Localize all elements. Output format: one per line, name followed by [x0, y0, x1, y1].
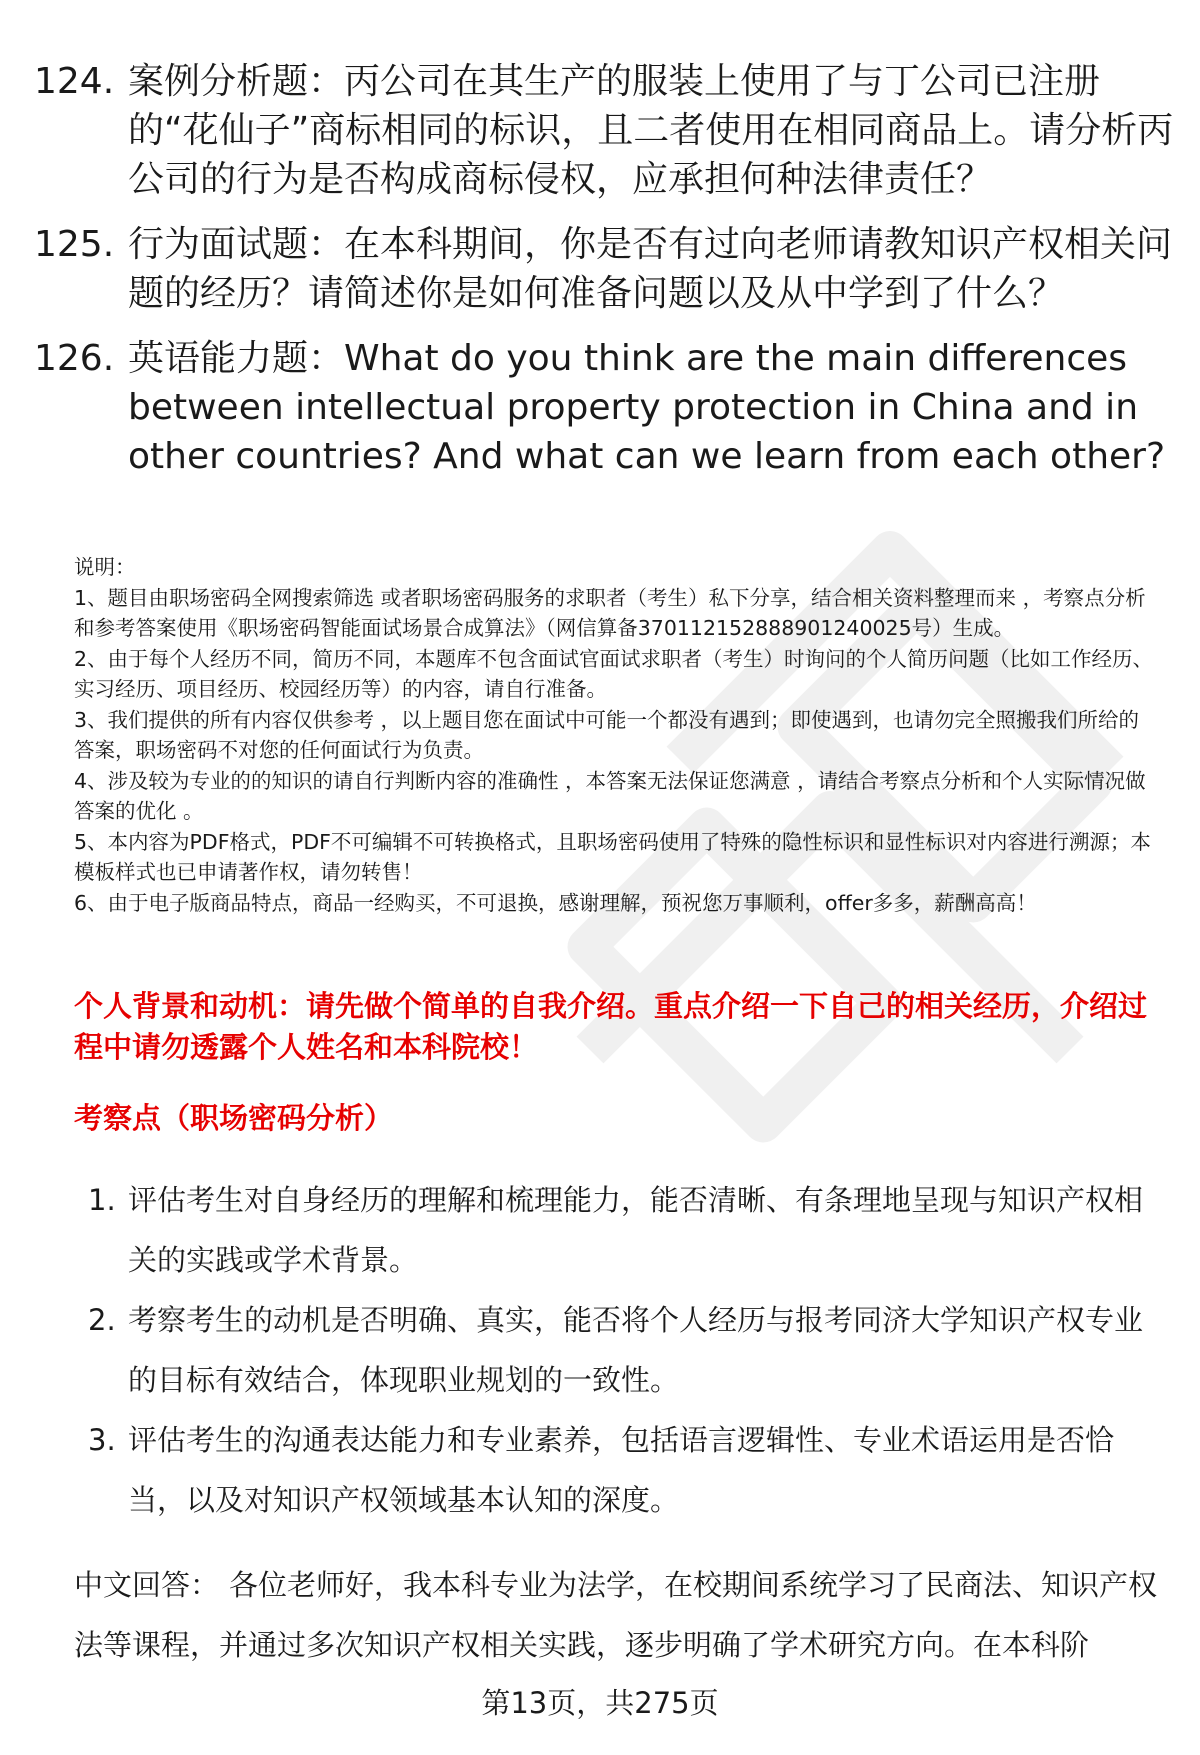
answer-text: 各位老师好，我本科专业为法学，在校期间系统学习了民商法、知识产权法等课程，并通过多次知识产权相关实践，逐步明确了学术研究方向。在本科阶: [74, 1568, 1158, 1662]
background-question-heading: 个人背景和动机：请先做个简单的自我介绍。重点介绍一下自己的相关经历，介绍过程中请勿透露个人姓名和本科院校！: [74, 989, 1148, 1064]
notes-section: [74, 552, 1159, 918]
note-item: 6、由于电子版商品特点，商品一经购买，不可退换，感谢理解，预祝您万事顺利，offer多多，薪酬高高！: [74, 890, 1037, 915]
page-number: 第13页，共275页: [481, 1686, 719, 1720]
question-number: 126.: [34, 338, 115, 379]
list-item-text: 考察考生的动机是否明确、真实，能否将个人经历与报考同济大学知识产权专业的目标有效结合，体现职业规划的一致性。: [128, 1303, 1144, 1397]
note-item: 4、涉及较为专业的的知识的请自行判断内容的准确性 ，本答案无法保证您满意 ，请结合考察点分析和个人实际情况做答案的优化 。: [74, 768, 1146, 823]
list-item: [74, 1290, 1164, 1410]
question-number: 125.: [34, 224, 115, 265]
question-number: 124.: [34, 61, 115, 102]
list-item-text: 评估考生的沟通表达能力和专业素养，包括语言逻辑性、专业术语运用是否恰当，以及对知识产权领域基本认知的深度。: [128, 1423, 1115, 1517]
list-item-number: 2.: [88, 1303, 116, 1337]
question-text: 行为面试题：在本科期间，你是否有过向老师请教知识产权相关问题的经历？请简述你是如何准备问题以及从中学到了什么？: [128, 224, 1173, 314]
note-item: 3、我们提供的所有内容仅供参考 ，以上题目您在面试中可能一个都没有遇到；即使遇到，也请勿完全照搬我们所给的答案，职场密码不对您的任何面试行为负责。: [74, 707, 1140, 762]
question-text: 英语能力题：What do you think are the main differences between intellectual property protection in China and in other countries? And what can we learn from each other?: [128, 338, 1166, 477]
list-item: [74, 1410, 1164, 1530]
list-item: [74, 1170, 1164, 1290]
question-126: [34, 334, 1174, 481]
answer-label: 中文回答：: [74, 1568, 220, 1602]
question-125: [34, 220, 1174, 318]
list-item-number: 1.: [88, 1183, 116, 1217]
chinese-answer: [74, 1555, 1166, 1675]
key-points-heading: 考察点（职场密码分析）: [74, 1101, 394, 1135]
note-item: 5、本内容为PDF格式，PDF不可编辑不可转换格式，且职场密码使用了特殊的隐性标识和显性标识对内容进行溯源；本模板样式也已申请著作权，请勿转售！: [74, 829, 1151, 884]
note-item: 1、题目由职场密码全网搜索筛选 或者职场密码服务的求职者（考生）私下分享，结合相关资料整理而来 ，考察点分析和参考答案使用《职场密码智能面试场景合成算法》（网信算备370112152888901240025号）生成。: [74, 585, 1146, 640]
key-points-list: [74, 1170, 1164, 1530]
list-item-number: 3.: [88, 1423, 116, 1457]
question-124: [34, 57, 1174, 204]
list-item-text: 评估考生对自身经历的理解和梳理能力，能否清晰、有条理地呈现与知识产权相关的实践或学术背景。: [128, 1183, 1144, 1277]
notes-title: 说明：: [74, 555, 136, 579]
question-text: 案例分析题：丙公司在其生产的服装上使用了与丁公司已注册的“花仙子”商标相同的标识，且二者使用在相同商品上。请分析丙公司的行为是否构成商标侵权，应承担何种法律责任？: [128, 61, 1174, 200]
note-item: 2、由于每个人经历不同，简历不同，本题库不包含面试官面试求职者（考生）时询问的个人简历问题（比如工作经历、实习经历、项目经历、校园经历等）的内容，请自行准备。: [74, 646, 1154, 701]
